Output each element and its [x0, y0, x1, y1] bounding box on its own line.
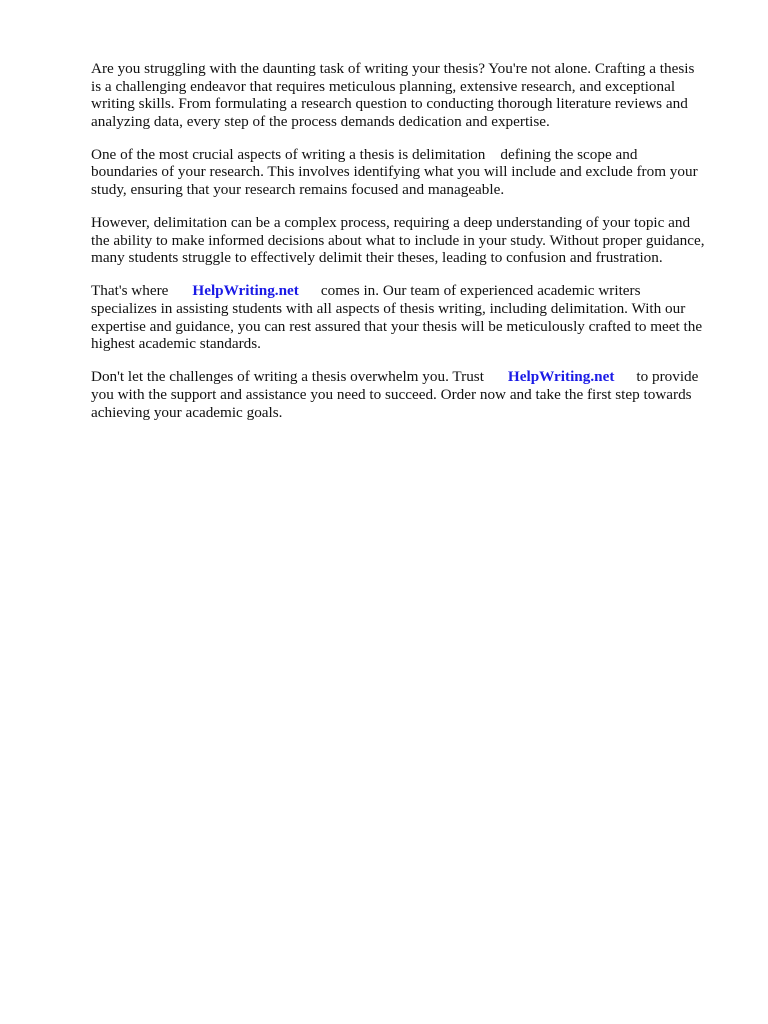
- text-line: analyzing data, every step of the process demands dedication and expertise.: [91, 112, 550, 130]
- text-line: Are you struggling with the daunting task of writing your thesis? You're not alone. Crafting a thesis: [91, 60, 695, 77]
- text-segment: comes in. Our team of experienced academic writers: [320, 282, 641, 300]
- text-line: specializes in assisting students with all aspects of thesis writing, including delimitation. With our: [91, 300, 686, 318]
- text-line: is a challenging endeavor that requires meticulous planning, extensive research, and exceptional: [91, 77, 676, 95]
- text-line: boundaries of your research. This involves identifying what you will include and exclude from your: [91, 163, 698, 181]
- text-segment: defining the scope and: [500, 145, 638, 163]
- paragraph-call-to-action: [91, 368, 723, 421]
- text-segment: to provide: [636, 368, 699, 386]
- paragraph-delimitation: [91, 146, 723, 199]
- text-line: expertise and guidance, you can rest assured that your thesis will be meticulously crafted to meet the: [91, 317, 703, 335]
- text-line: [91, 146, 723, 164]
- text-line: achieving your academic goals.: [91, 403, 283, 421]
- text-segment: Don't let the challenges of writing a thesis overwhelm you. Trust: [91, 368, 484, 386]
- text-line: writing skills. From formulating a research question to conducting thorough literature reviews and: [91, 95, 688, 113]
- text-line: the ability to make informed decisions about what to include in your study. Without proper guidance,: [91, 231, 705, 249]
- text-line: you with the support and assistance you need to succeed. Order now and take the first step towards: [91, 385, 692, 403]
- helpwriting-link[interactable]: HelpWriting.net: [192, 282, 299, 300]
- text-segment: That's where: [91, 282, 169, 300]
- text-line: highest academic standards.: [91, 335, 261, 353]
- text-line: [91, 368, 723, 386]
- text-line: many students struggle to effectively delimit their theses, leading to confusion and frustration.: [91, 249, 663, 267]
- paragraph-complexity: [91, 214, 723, 267]
- text-line: study, ensuring that your research remains focused and manageable.: [91, 181, 505, 199]
- text-segment: One of the most crucial aspects of writing a thesis is delimitation: [91, 145, 486, 163]
- document-body: [91, 60, 723, 437]
- text-line: [91, 282, 723, 300]
- paragraph-helpwriting: [91, 282, 723, 352]
- text-line: However, delimitation can be a complex process, requiring a deep understanding of your topic and: [91, 214, 691, 232]
- paragraph-intro: [91, 60, 723, 130]
- helpwriting-link[interactable]: HelpWriting.net: [507, 368, 615, 386]
